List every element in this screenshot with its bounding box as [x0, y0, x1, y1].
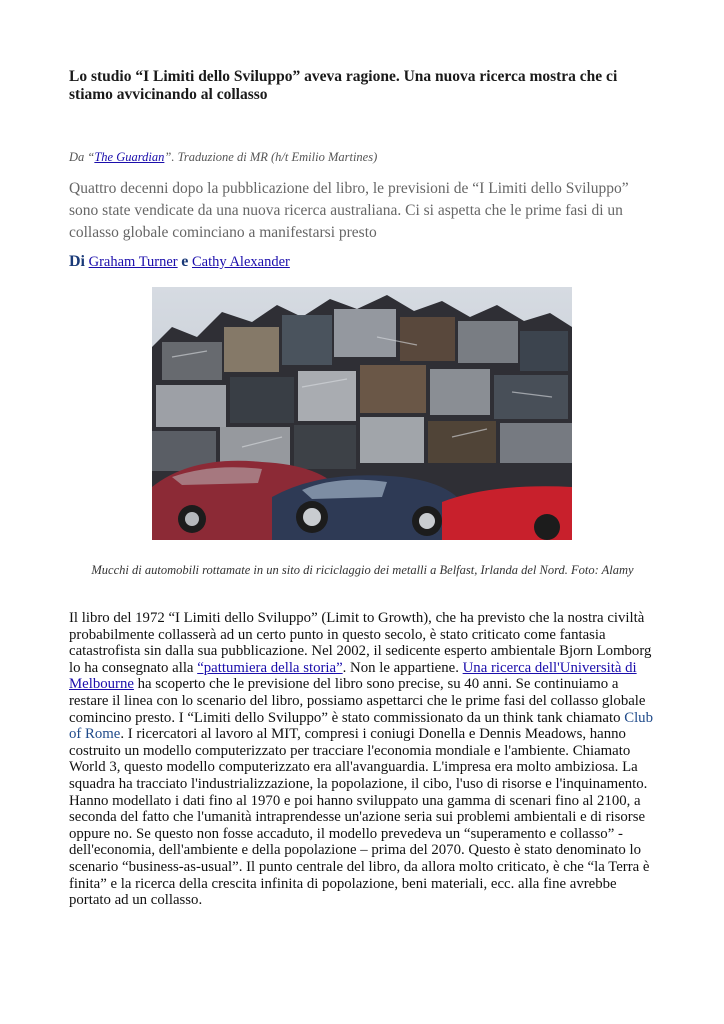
article-byline: [69, 253, 290, 271]
body-text-3: ha scoperto che le previsione del libro sono precise, su 40 anni. Se continuiamo a restare il linea con lo scenario del libro, possiamo aspettarci che le prime fasi del collasso globale comincino presto. I “Limiti dello Sviluppo” è stato commissionato da un think tank chiamato: [69, 676, 646, 726]
link-ricerca-melbourne[interactable]: Una ricerca dell'Università di Melbourne: [69, 659, 637, 693]
source-prefix: Da “: [69, 150, 95, 164]
photo-caption: Mucchi di automobili rottamate in un sito di riciclaggio dei metalli a Belfast, Irlanda del Nord. Foto: Alamy: [91, 563, 634, 577]
author-link-graham-turner[interactable]: Graham Turner: [88, 254, 178, 270]
article-title: Lo studio “I Limiti dello Sviluppo” aveva ragione. Una nuova ricerca mostra che ci stiamo avvicinando al collasso: [69, 68, 618, 103]
article-photo: [152, 287, 572, 540]
body-text-2: . Non le appartiene.: [342, 659, 463, 676]
byline-prefix: Di: [69, 253, 85, 270]
article-source: [69, 150, 377, 165]
club-of-rome-text: Club of Rome: [69, 709, 653, 743]
byline-conjunction: e: [181, 253, 189, 270]
source-suffix: ”. Traduzione di MR (h/t Emilio Martines): [164, 150, 378, 164]
article-lead: Quattro decenni dopo la pubblicazione del libro, le previsioni de “I Limiti dello Sviluppo” sono state vendicate da una nuova ricerca australiana. Ci si aspetta che le prime fasi di un collasso globale cominciano a manifestarsi presto: [69, 180, 629, 241]
article-body: [69, 610, 659, 909]
body-text-1: Il libro del 1972 “I Limiti dello Sviluppo” (Limit to Growth), che ha previsto che la nostra civiltà probabilmente collasserà ad un certo punto in questo secolo, è stato criticato come fantasia catastrofista sin dalla sua pubblicazione. Nel 2002, il sedicente esperto ambientale Bjorn Lomborg lo ha consegnato alla: [69, 610, 652, 676]
source-link-guardian[interactable]: The Guardian: [94, 150, 165, 164]
link-pattumiera-della-storia[interactable]: “pattumiera della storia”: [197, 659, 343, 676]
scrapped-cars-illustration: [152, 287, 572, 540]
author-link-cathy-alexander[interactable]: Cathy Alexander: [192, 254, 290, 270]
body-text-4: . I ricercatori al lavoro al MIT, compresi i coniugi Donella e Dennis Meadows, hanno costruito un modello computerizzato per tracciare l'economia mondiale e l'ambiente. Chiamato World 3, questo modello computerizzato era all'avanguardia. L'impresa era molto ambiziosa. La squadra ha tracciato l'industrializzazione, la popolazione, il cibo, l'uso di risorse e l'inquinamento. Hanno modellato i dati fino al 1970 e poi hanno sviluppato una gamma di scenari fino al 2100, a seconda del fatto che l'umanità intraprendesse un'azione seria sui problemi ambientali e di risorse oppure no. Se questo non fosse accaduto, il modello prevedeva un “superamento e collasso” - dell'economia, dell'ambiente e della popolazione – prima del 2070. Questo è stato denominato lo scenario “business-as-usual”. Il punto centrale del libro, da allora molto criticato, è che “la Terra è finita” e la ricerca della crescita infinita di popolazione, beni materiali, ecc. alla fine avrebbe portato ad un collasso.: [69, 726, 650, 909]
